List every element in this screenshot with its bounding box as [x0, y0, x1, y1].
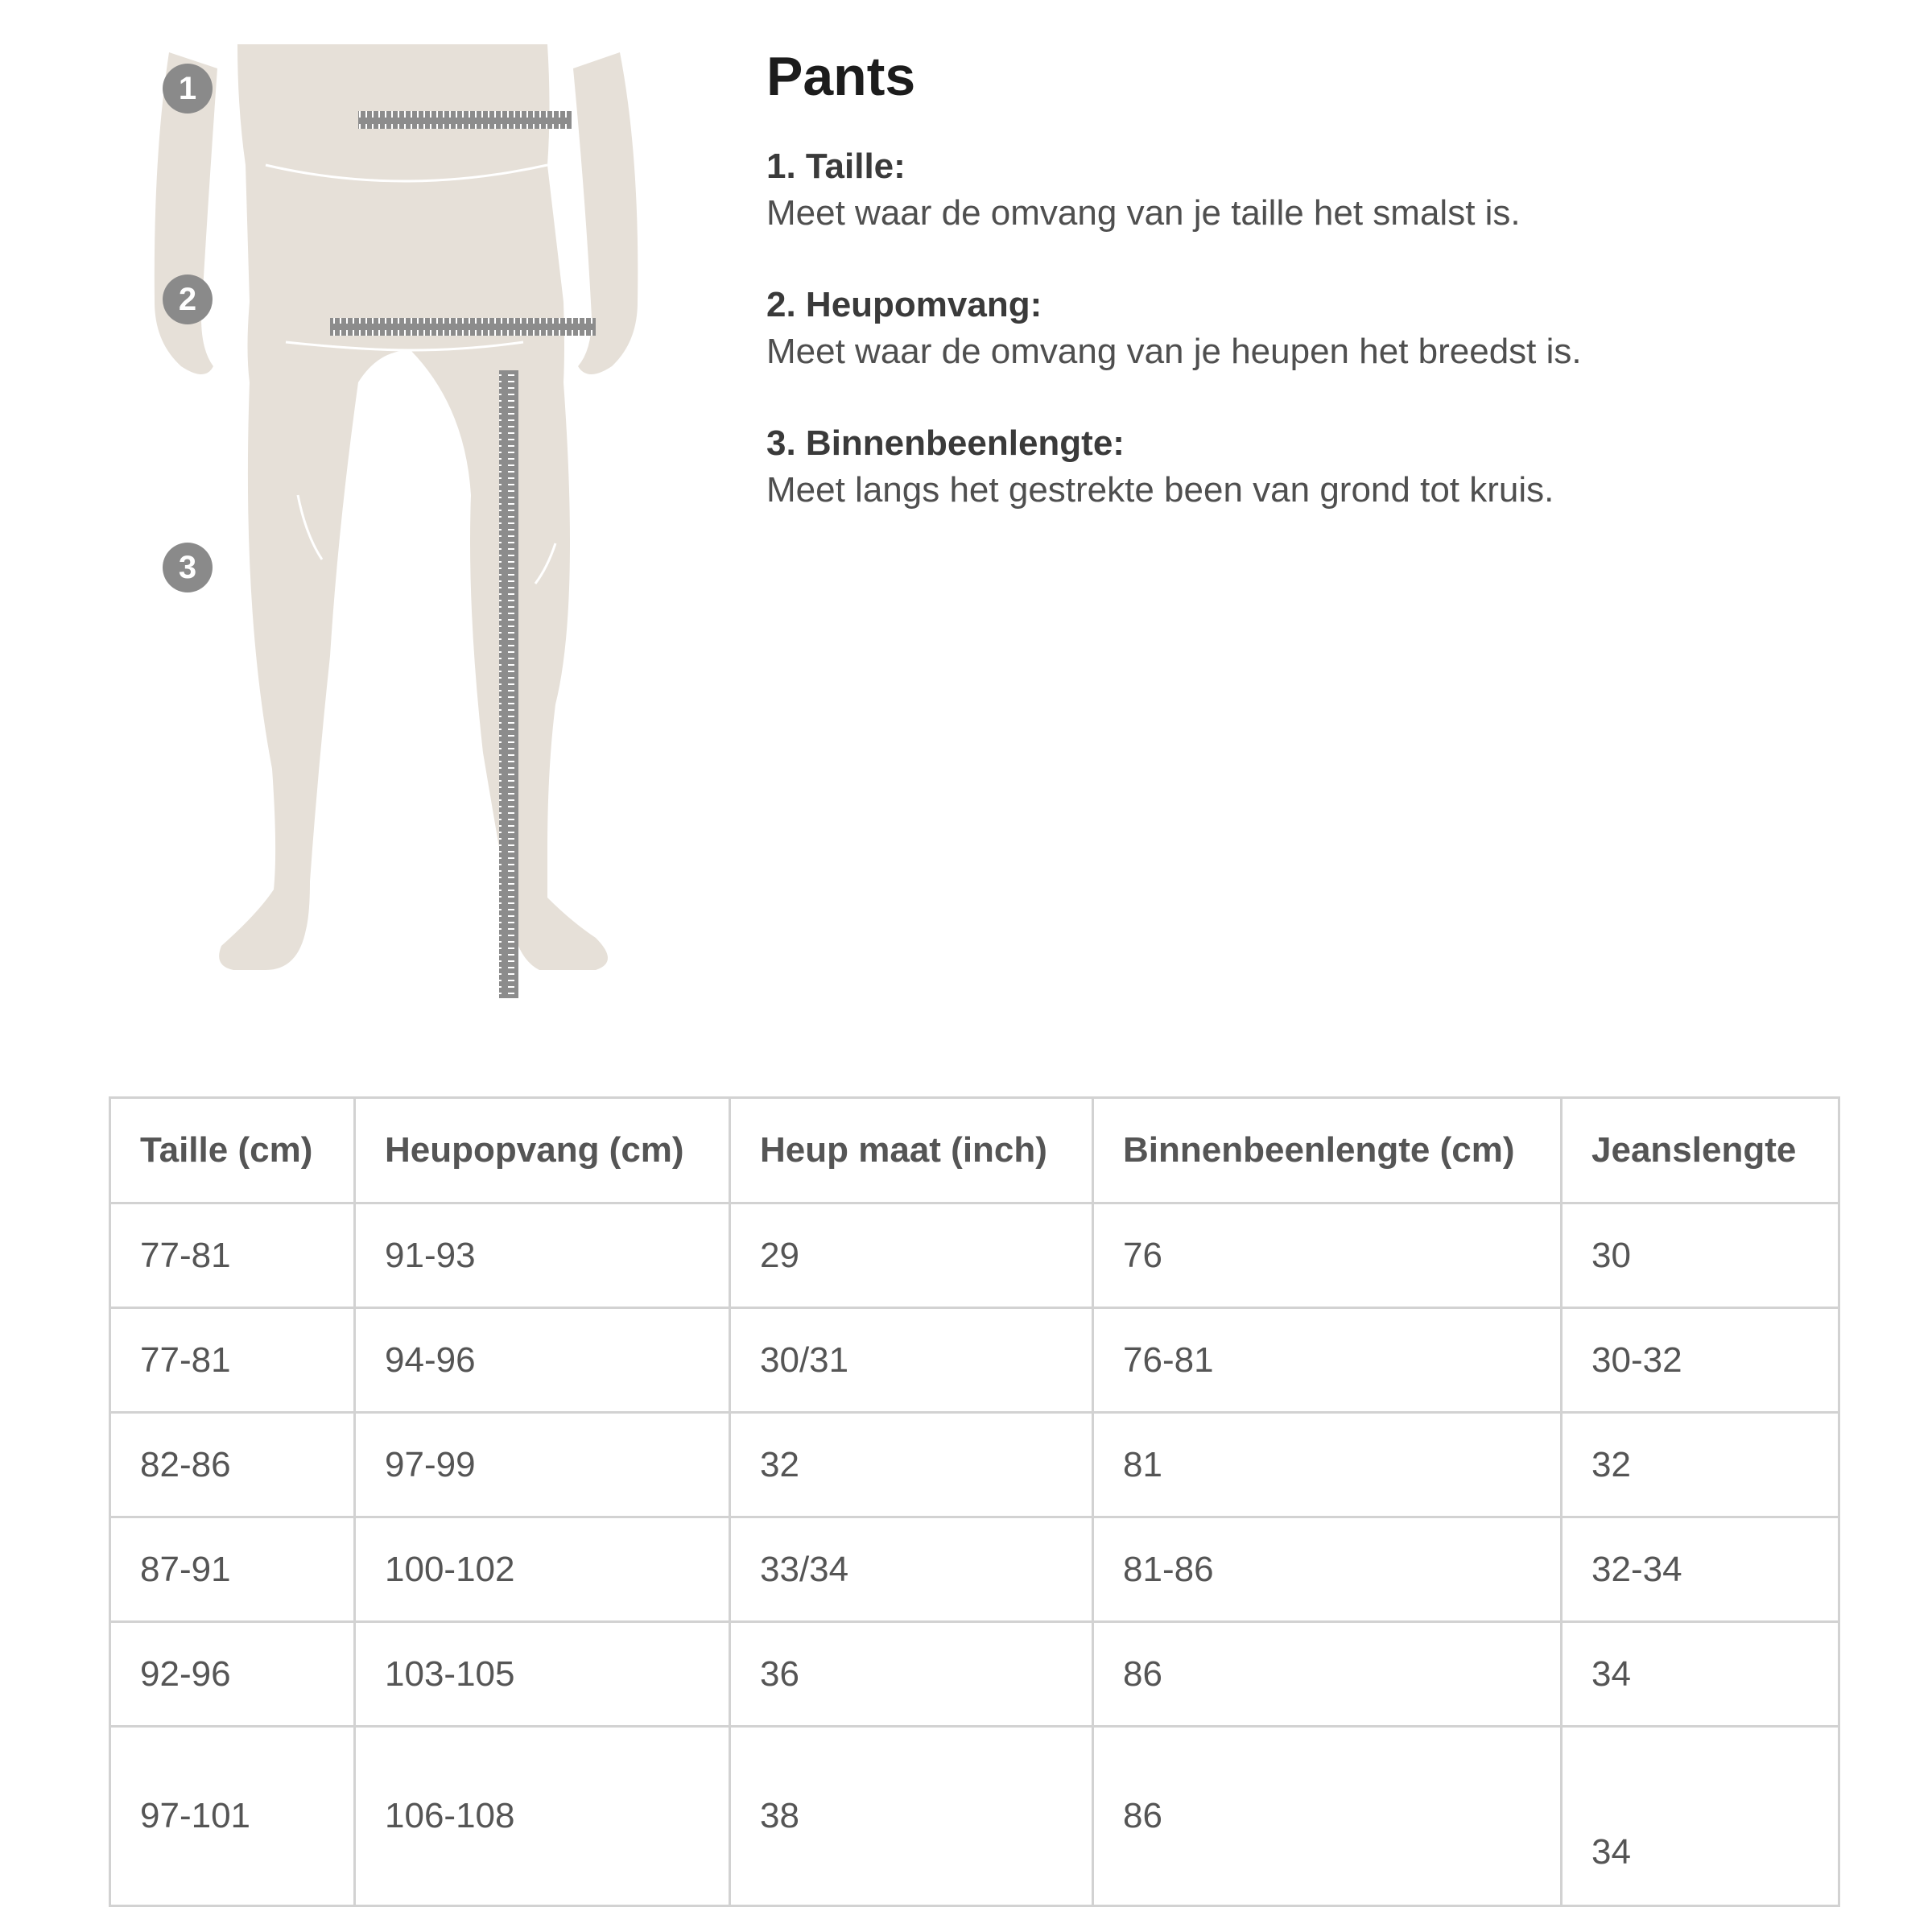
table-row [110, 1413, 1839, 1517]
cell-taille: 87-91 [110, 1517, 355, 1622]
cell-heupopvang: 91-93 [355, 1203, 730, 1308]
waist-tape [358, 111, 572, 129]
table-row [110, 1622, 1839, 1727]
cell-binnenbeenlengte: 81 [1093, 1413, 1562, 1517]
step-inseam-description: Meet langs het gestrekte been van grond tot kruis. [766, 470, 1554, 510]
hip-tape [330, 318, 596, 336]
page-title: Pants [766, 46, 916, 107]
cell-heupopvang: 94-96 [355, 1308, 730, 1413]
step-inseam-title: 3. Binnenbeenlengte: [766, 423, 1125, 463]
cell-heupopvang: 106-108 [355, 1727, 730, 1906]
table-row [110, 1308, 1839, 1413]
cell-jeanslengte: 32 [1562, 1413, 1839, 1517]
cell-heup-maat: 29 [730, 1203, 1093, 1308]
table-row [110, 1203, 1839, 1308]
cell-binnenbeenlengte: 76 [1093, 1203, 1562, 1308]
cell-heup-maat: 38 [730, 1727, 1093, 1906]
cell-heup-maat: 36 [730, 1622, 1093, 1727]
cell-jeanslengte: 34 [1562, 1727, 1839, 1906]
step-waist [766, 143, 1813, 237]
cell-binnenbeenlengte: 86 [1093, 1622, 1562, 1727]
cell-heup-maat: 30/31 [730, 1308, 1093, 1413]
step-waist-title: 1. Taille: [766, 147, 906, 186]
cell-jeanslengte: 32-34 [1562, 1517, 1839, 1622]
cell-taille: 92-96 [110, 1622, 355, 1727]
body-silhouette-illustration [145, 44, 708, 1010]
step-hip-title: 2. Heupomvang: [766, 285, 1042, 324]
cell-heupopvang: 97-99 [355, 1413, 730, 1517]
torso-and-legs [219, 44, 608, 970]
header-heupopvang: Heupopvang (cm) [355, 1098, 730, 1203]
step-hip [766, 282, 1813, 375]
cell-taille: 77-81 [110, 1308, 355, 1413]
header-binnenbeenlengte: Binnenbeenlengte (cm) [1093, 1098, 1562, 1203]
step-inseam [766, 420, 1813, 514]
measurement-instructions [766, 42, 1813, 559]
cell-jeanslengte: 30 [1562, 1203, 1839, 1308]
marker-1-badge: 1 [163, 64, 213, 114]
cell-binnenbeenlengte: 86 [1093, 1727, 1562, 1906]
cell-jeanslengte: 30-32 [1562, 1308, 1839, 1413]
table-row [110, 1727, 1839, 1906]
cell-heup-maat: 32 [730, 1413, 1093, 1517]
inseam-tape [499, 370, 518, 998]
cell-jeanslengte: 34 [1562, 1622, 1839, 1727]
cell-taille: 82-86 [110, 1413, 355, 1517]
cell-heup-maat: 33/34 [730, 1517, 1093, 1622]
header-taille: Taille (cm) [110, 1098, 355, 1203]
step-waist-description: Meet waar de omvang van je taille het smalst is. [766, 193, 1521, 233]
cell-taille: 77-81 [110, 1203, 355, 1308]
size-table [109, 1096, 1840, 1907]
step-hip-description: Meet waar de omvang van je heupen het breedst is. [766, 332, 1582, 371]
table-row [110, 1517, 1839, 1622]
cell-binnenbeenlengte: 76-81 [1093, 1308, 1562, 1413]
cell-heupopvang: 100-102 [355, 1517, 730, 1622]
table-header-row [110, 1098, 1839, 1203]
measurement-figure [145, 44, 708, 1010]
header-heup-maat: Heup maat (inch) [730, 1098, 1093, 1203]
cell-taille: 97-101 [110, 1727, 355, 1906]
header-jeanslengte: Jeanslengte [1562, 1098, 1839, 1203]
marker-3-badge: 3 [163, 543, 213, 592]
cell-heupopvang: 103-105 [355, 1622, 730, 1727]
marker-2-badge: 2 [163, 275, 213, 324]
cell-binnenbeenlengte: 81-86 [1093, 1517, 1562, 1622]
